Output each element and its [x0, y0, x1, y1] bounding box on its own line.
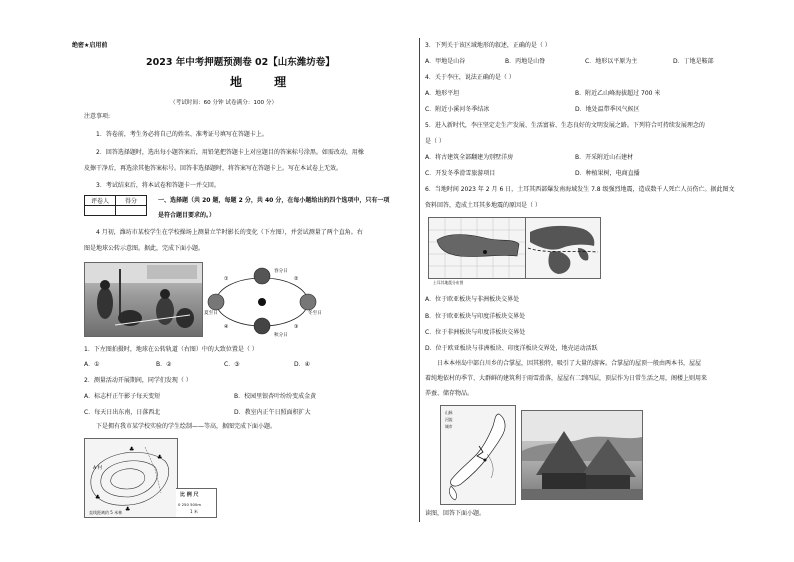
score-table: [84, 195, 147, 216]
plate-map-svg: [526, 218, 600, 278]
japan-legend-city: 城市: [445, 424, 453, 429]
svg-text:④: ④: [224, 324, 229, 330]
section-one-heading-cont: 是符合题目要求的。）: [158, 212, 216, 219]
shadow-measurement-photo: [84, 262, 203, 337]
turkey-map-svg: [429, 218, 525, 278]
japan-passage-3: 养蚕、储存物品。: [425, 390, 474, 397]
japan-outro: 读图，回答下面小题。: [425, 510, 486, 517]
earth-orbit-diagram: [204, 262, 324, 340]
q2-option-a: A．标志杆正午影子每天变短: [84, 393, 161, 400]
q3-option-d: D．丁地是鞍部: [673, 58, 714, 65]
q3-option-a: A．甲地是山谷: [425, 58, 466, 65]
score-cell-grader: 评卷人: [85, 196, 116, 206]
scale-title: 比 例 尺: [180, 492, 199, 498]
q6-stem: 6．当地时间 2023 年 2 月 6 日，土耳其西部爆发南海域发生 7.8 级强烈地震，造成数千人死亡人员伤亡。据此图文: [425, 186, 735, 193]
svg-text:③: ③: [294, 324, 299, 330]
orbit-svg: [204, 262, 324, 340]
note-2: 2．回答选择题时，选出每小题答案后，用铅笔把答题卡上对应题目的答案标号涂黑。如需改动，用橡: [96, 149, 364, 156]
svg-text:♣: ♣: [129, 446, 135, 453]
q5-option-b: B．开采附近山石建材: [575, 154, 634, 161]
q6-option-c: C．位于非洲板块与印度洋板块交界处: [425, 329, 526, 336]
q1-option-a: A．①: [84, 361, 100, 368]
score-cell-empty-1: [85, 206, 116, 216]
q4-option-c: C．附近小溪河冬季结冰: [425, 106, 490, 113]
map-label-legend: 直线距离约 5 米林: [89, 510, 123, 515]
score-cell-score: 得分: [116, 196, 147, 206]
section-one-intro: 4 月初，潍坊市某校学生在学校操场上测量立竿时影长的变化（下左图），并尝试测量了两个直角。右: [96, 229, 363, 236]
q4-option-d: D．地处温带季风气候区: [575, 106, 640, 113]
q5-stem-cont: 是（ ）: [425, 138, 445, 145]
q5-option-d: D．种植果树，电商直播: [575, 170, 640, 177]
q5-stem: 5．进入新时代，李庄坚定走生产发展、生活富裕、生态良好的文明发展之路。下列符合可持续发展理念的: [425, 122, 705, 129]
photo-illustration: [85, 263, 202, 336]
notes-heading: 注意事项:: [84, 113, 111, 120]
svg-text:♣: ♣: [95, 494, 101, 501]
q2-option-b: B．校园里银杏叶纷纷变成金黄: [234, 393, 317, 400]
gassho-svg: [522, 411, 642, 499]
svg-text:②: ②: [294, 276, 299, 282]
svg-text:♣: ♣: [125, 506, 131, 513]
q2-stem: 2．测量活动开展期间，同学们发现（ ）: [84, 377, 192, 384]
map-label-village: A 村: [93, 466, 103, 471]
q6-option-a: A．位于欧亚板块与非洲板块交界处: [425, 296, 520, 303]
q1-option-c: C．③: [224, 361, 240, 368]
q6-option-d: D．位于欧亚板块与非洲板块、印度洋板块交界处，地壳运动活跃: [425, 345, 598, 352]
q3-option-b: B．丙地是山脊: [505, 58, 546, 65]
japan-legend-river: 河流: [445, 417, 453, 422]
q5-option-c: C．开发冬季滑雪旅游项目: [425, 170, 496, 177]
q4-option-a: A．地形平坦: [425, 90, 460, 97]
exam-meta: （考试时间：60 分钟 试卷满分：100 分）: [170, 100, 278, 106]
section-one-intro-cont: 图是地球公转示意图。据此，完成下面小题。: [84, 245, 205, 252]
svg-text:①: ①: [224, 276, 229, 282]
note-2-cont: 皮擦干净后，再选涂其他答案标号。回答非选择题时，将答案写在答题卡上。写在本试卷上无效。: [84, 165, 343, 172]
subject-title: 地 理: [230, 75, 301, 89]
q5-option-a: A．将古建筑全部翻建为别墅洋房: [425, 154, 514, 161]
contour-map: [84, 438, 178, 518]
japan-passage-1: 日本本州岛中部白川乡的合掌屋，因其独特，吸引了大量的游客。合掌屋的屋顶一般由两本书，屋屋: [437, 360, 702, 367]
orbit-label-autumn: 秋分日: [274, 333, 288, 338]
scale-unit: 1 米: [190, 509, 198, 514]
note-1: 1．答卷前，考生务必将自己的姓名、准考证号填写在答题卡上。: [96, 131, 268, 138]
q4-option-b: B．附近乙山峰海拔超过 700 米: [575, 90, 661, 97]
japan-map: [440, 405, 516, 505]
q2-option-d: D．教室内正午日照面积扩大: [234, 409, 311, 416]
scale-box: [176, 488, 217, 518]
plate-boundary-map: [525, 217, 601, 279]
q1-stem: 1．下左图拍摄时，地球在公转轨道（右图）中的大致位置是（ ）: [84, 346, 258, 353]
q1-option-b: B．②: [156, 361, 172, 368]
orbit-label-winter: 冬至日: [308, 311, 322, 316]
orbit-label-spring: 春分日: [274, 269, 288, 274]
q3-option-c: C．地形以平原为主: [585, 58, 638, 65]
gassho-house-photo: [521, 410, 643, 500]
svg-text:♣: ♣: [157, 454, 163, 461]
q2-option-c: C．每天日出东南，日落西北: [84, 409, 161, 416]
q4-stem: 4．关于李庄，说法正确的是（ ）: [425, 74, 515, 81]
note-3: 3．考试结束后，将本试卷和答题卡一并交回。: [96, 182, 220, 189]
q1-option-d: D．④: [294, 361, 310, 368]
exam-title: 2023 年中考押题预测卷 02【山东潍坊卷】: [146, 57, 335, 68]
q6-stem-cont: 资料回答，造成土耳其多地震的原因是（ ）: [425, 202, 541, 209]
left-column: [72, 0, 414, 562]
section-one-heading: 一、选择题（共 20 题，每题 2 分，共 40 分，在每小题给出的四个选项中，只有一项: [158, 197, 390, 204]
scale-ticks: 0 250 500m: [178, 502, 202, 507]
score-cell-empty-2: [116, 206, 147, 216]
turkey-earthquake-map: [428, 217, 526, 279]
q6-option-b: B．位于欧亚板块与印度洋板块交界处: [425, 313, 526, 320]
q3-stem: 3．下列关于该区域地形的叙述，正确的是（ ）: [425, 42, 551, 49]
secret-label: 绝密★启用前: [72, 42, 108, 49]
turkey-map-caption: 土耳其地震分布图: [433, 280, 464, 285]
contour-svg: [85, 439, 177, 517]
orbit-label-summer: 夏至日: [204, 311, 218, 316]
map-intro: 下是拥有我市某学校实验的学生绘制——等高，据图完成下面小题。: [96, 423, 277, 430]
column-divider: [419, 38, 420, 522]
right-column: [425, 0, 745, 562]
japan-passage-2: 着纯地依村的季节、大群鲜的建筑利于雨雪滑落，屋屋有二到四层，顶层作为日常生活之用，阁楼上则用来: [425, 375, 708, 382]
japan-legend-mountain: 山脉: [445, 410, 453, 415]
